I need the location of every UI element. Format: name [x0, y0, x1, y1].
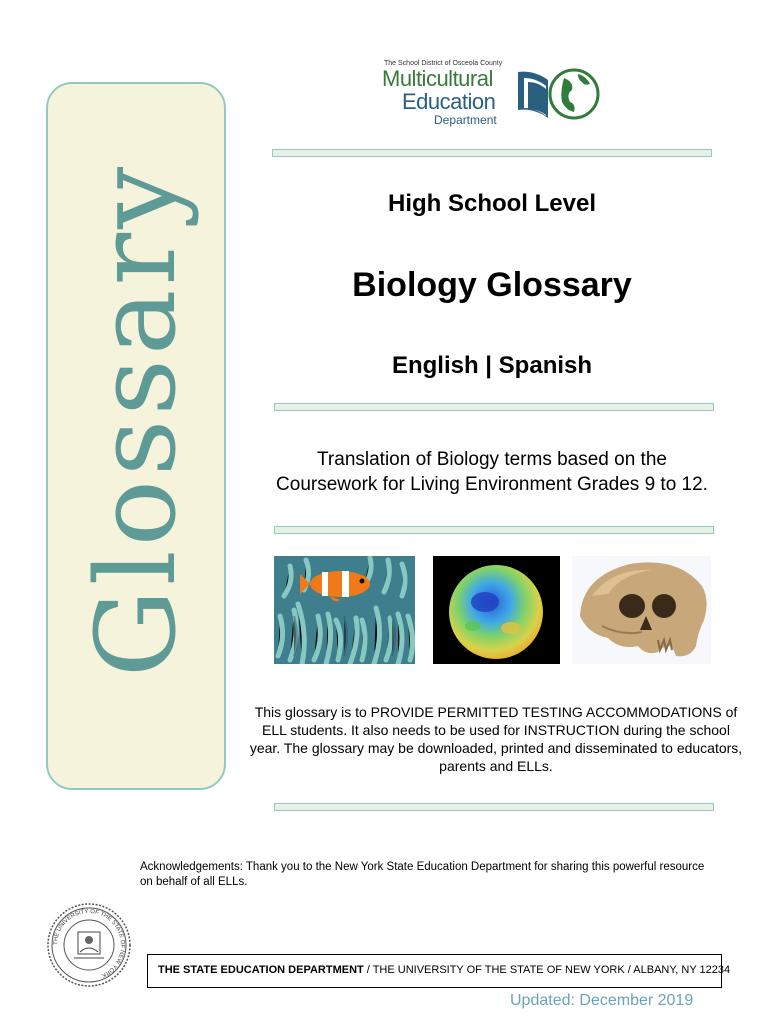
book-globe-icon: [516, 62, 602, 126]
logo-district: The School District of Osceola County: [384, 60, 503, 67]
footer-department: THE STATE EDUCATION DEPARTMENT: [158, 964, 364, 976]
acknowledgements: Acknowledgements: Thank you to the New York State Education Department for sharing this powerful resource on behalf of all ELLs.: [140, 861, 705, 888]
earth-globe-photo: [433, 556, 560, 664]
state-seal-icon: [46, 902, 132, 993]
translation-line-1: Translation of Biology terms based on the: [317, 449, 667, 470]
page-title: Biology Glossary: [352, 266, 632, 304]
logo-line3: Department: [434, 113, 497, 127]
department-logo: [382, 60, 602, 130]
logo-line1: Multicultural: [382, 66, 493, 91]
divider-bar-1: [272, 149, 712, 157]
divider-bar-4: [274, 803, 714, 811]
languages-heading: English | Spanish: [391, 352, 593, 379]
level-heading: High School Level: [387, 190, 597, 217]
clownfish-anemone-photo: [274, 556, 415, 664]
hominid-skull-photo: [572, 556, 711, 664]
logo-line2: Education: [402, 89, 496, 114]
translation-description: [262, 447, 722, 497]
side-title-glossary: Glossary: [72, 162, 200, 678]
updated-date: Updated: December 2019: [510, 992, 694, 1009]
seal-text: THE UNIVERSITY OF THE STATE OF NEW YORK: [52, 908, 126, 979]
divider-bar-3: [274, 526, 714, 534]
usage-note: This glossary is to PROVIDE PERMITTED TESTING ACCOMMODATIONS of ELL students. It also needs to be used for INSTRUCTION during the school year. The glossary may be downloaded, printed and disseminated to educators, parents and ELLs.: [249, 704, 743, 774]
translation-line-2: Coursework for Living Environment Grades 9 to 12.: [276, 474, 708, 495]
footer-rest: / THE UNIVERSITY OF THE STATE OF NEW YORK / ALBANY, NY 12234: [363, 964, 731, 976]
footer-address: [147, 954, 731, 988]
divider-bar-2: [274, 403, 714, 411]
